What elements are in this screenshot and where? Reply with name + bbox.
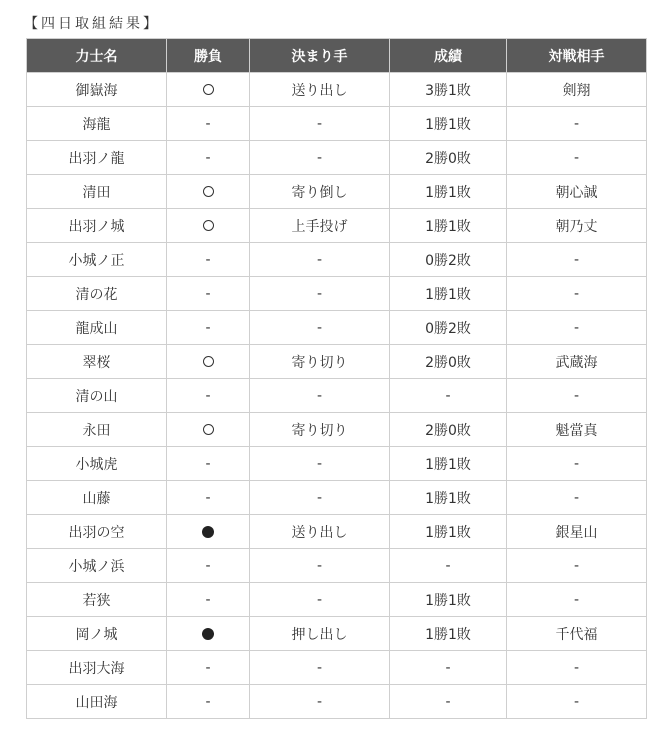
cell-technique: -: [250, 549, 390, 583]
cell-opponent: 千代福: [507, 617, 647, 651]
cell-name: 御嶽海: [27, 73, 167, 107]
table-row: [27, 447, 647, 481]
cell-name: 出羽の空: [27, 515, 167, 549]
cell-record: 1勝1敗: [390, 175, 507, 209]
table-row: [27, 243, 647, 277]
cell-opponent: -: [507, 685, 647, 719]
cell-technique: 寄り倒し: [250, 175, 390, 209]
table-row: [27, 379, 647, 413]
cell-name: 小城虎: [27, 447, 167, 481]
win-circle-icon: [203, 84, 214, 95]
table-row: [27, 617, 647, 651]
cell-name: 若狭: [27, 583, 167, 617]
cell-result: -: [167, 141, 250, 175]
cell-record: -: [390, 685, 507, 719]
cell-opponent: -: [507, 447, 647, 481]
cell-result: -: [167, 107, 250, 141]
cell-technique: 上手投げ: [250, 209, 390, 243]
cell-name: 山藤: [27, 481, 167, 515]
table-row: [27, 141, 647, 175]
table-row: [27, 515, 647, 549]
cell-opponent: -: [507, 651, 647, 685]
cell-technique: -: [250, 685, 390, 719]
header-row: [27, 39, 647, 73]
win-circle-icon: [203, 220, 214, 231]
cell-record: 1勝1敗: [390, 447, 507, 481]
cell-result: -: [167, 651, 250, 685]
header-result: 勝負: [167, 39, 250, 73]
cell-technique: -: [250, 481, 390, 515]
cell-opponent: 銀星山: [507, 515, 647, 549]
cell-result: [167, 175, 250, 209]
cell-name: 清の山: [27, 379, 167, 413]
results-table: [26, 38, 647, 719]
cell-result: -: [167, 685, 250, 719]
cell-opponent: -: [507, 379, 647, 413]
cell-result: -: [167, 379, 250, 413]
cell-record: 1勝1敗: [390, 481, 507, 515]
cell-opponent: -: [507, 583, 647, 617]
cell-result: [167, 209, 250, 243]
win-circle-icon: [203, 424, 214, 435]
table-row: [27, 277, 647, 311]
cell-name: 翠桜: [27, 345, 167, 379]
cell-name: 岡ノ城: [27, 617, 167, 651]
cell-record: 1勝1敗: [390, 515, 507, 549]
cell-opponent: -: [507, 549, 647, 583]
cell-opponent: -: [507, 141, 647, 175]
cell-result: -: [167, 447, 250, 481]
cell-opponent: 剣翔: [507, 73, 647, 107]
win-circle-icon: [203, 186, 214, 197]
cell-name: 出羽ノ城: [27, 209, 167, 243]
cell-opponent: -: [507, 311, 647, 345]
cell-record: 2勝0敗: [390, 345, 507, 379]
page-title: 【四日取組結果】: [24, 16, 160, 32]
cell-record: 2勝0敗: [390, 413, 507, 447]
cell-opponent: 武蔵海: [507, 345, 647, 379]
cell-record: 1勝1敗: [390, 583, 507, 617]
cell-technique: -: [250, 583, 390, 617]
cell-technique: 寄り切り: [250, 345, 390, 379]
cell-technique: -: [250, 447, 390, 481]
cell-record: 1勝1敗: [390, 209, 507, 243]
cell-result: -: [167, 583, 250, 617]
loss-dot-icon: [202, 628, 214, 640]
cell-technique: -: [250, 277, 390, 311]
cell-record: 1勝1敗: [390, 107, 507, 141]
cell-name: 清の花: [27, 277, 167, 311]
cell-technique: -: [250, 651, 390, 685]
cell-technique: 押し出し: [250, 617, 390, 651]
header-record: 成績: [390, 39, 507, 73]
cell-technique: 送り出し: [250, 515, 390, 549]
cell-technique: -: [250, 379, 390, 413]
cell-result: [167, 515, 250, 549]
cell-opponent: -: [507, 243, 647, 277]
table-row: [27, 209, 647, 243]
cell-name: 山田海: [27, 685, 167, 719]
cell-name: 小城ノ浜: [27, 549, 167, 583]
cell-result: -: [167, 549, 250, 583]
header-technique: 決まり手: [250, 39, 390, 73]
cell-result: [167, 345, 250, 379]
cell-opponent: -: [507, 107, 647, 141]
table-row: [27, 73, 647, 107]
win-circle-icon: [203, 356, 214, 367]
cell-technique: -: [250, 311, 390, 345]
cell-record: 2勝0敗: [390, 141, 507, 175]
cell-name: 永田: [27, 413, 167, 447]
table-row: [27, 413, 647, 447]
cell-name: 龍成山: [27, 311, 167, 345]
cell-opponent: -: [507, 277, 647, 311]
cell-opponent: 朝乃丈: [507, 209, 647, 243]
cell-name: 出羽ノ龍: [27, 141, 167, 175]
cell-result: -: [167, 311, 250, 345]
table-row: [27, 175, 647, 209]
table-row: [27, 345, 647, 379]
table-row: [27, 549, 647, 583]
table-row: [27, 583, 647, 617]
cell-result: [167, 617, 250, 651]
table-row: [27, 651, 647, 685]
header-opponent: 対戦相手: [507, 39, 647, 73]
table-body: [27, 73, 647, 719]
cell-record: 3勝1敗: [390, 73, 507, 107]
cell-record: 1勝1敗: [390, 617, 507, 651]
cell-result: [167, 73, 250, 107]
cell-name: 小城ノ正: [27, 243, 167, 277]
cell-technique: -: [250, 141, 390, 175]
cell-name: 海龍: [27, 107, 167, 141]
cell-technique: -: [250, 107, 390, 141]
table-row: [27, 481, 647, 515]
cell-result: -: [167, 481, 250, 515]
cell-record: -: [390, 651, 507, 685]
table-row: [27, 311, 647, 345]
cell-name: 出羽大海: [27, 651, 167, 685]
cell-record: 1勝1敗: [390, 277, 507, 311]
cell-record: 0勝2敗: [390, 311, 507, 345]
cell-name: 清田: [27, 175, 167, 209]
cell-opponent: 朝心誠: [507, 175, 647, 209]
cell-result: -: [167, 277, 250, 311]
loss-dot-icon: [202, 526, 214, 538]
cell-record: 0勝2敗: [390, 243, 507, 277]
header-name: 力士名: [27, 39, 167, 73]
cell-record: -: [390, 379, 507, 413]
cell-result: [167, 413, 250, 447]
cell-technique: 寄り切り: [250, 413, 390, 447]
cell-opponent: 魁當真: [507, 413, 647, 447]
cell-result: -: [167, 243, 250, 277]
cell-opponent: -: [507, 481, 647, 515]
cell-record: -: [390, 549, 507, 583]
cell-technique: -: [250, 243, 390, 277]
table-row: [27, 107, 647, 141]
table-row: [27, 685, 647, 719]
cell-technique: 送り出し: [250, 73, 390, 107]
